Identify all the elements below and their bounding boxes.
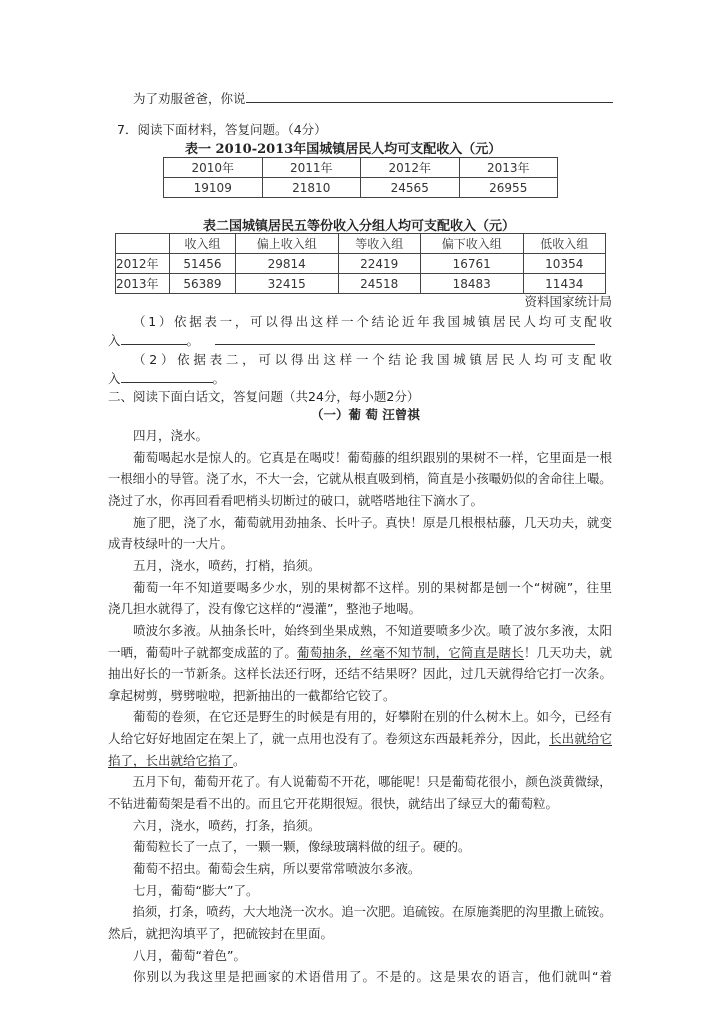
passage-line xyxy=(108,687,612,705)
passage-line xyxy=(108,427,612,445)
passage-text: ！几天功夫，就 xyxy=(523,644,612,660)
passage-text: 葡萄粒长了一点了，一颗一颗，像绿玻璃料做的纽子。硬的。 xyxy=(133,839,471,855)
table-cell: 26955 xyxy=(459,178,558,198)
passage-line xyxy=(108,882,612,900)
underlined-text: 掐了，长出就给它掐了 xyxy=(108,752,234,768)
question-7-heading: 7．阅读下面材料，答复问题。（4分） xyxy=(117,122,327,137)
passage-text: 不钻进葡萄架是看不出的。而且它开花期很短。很快，就结出了绿豆大的葡萄粒。 xyxy=(108,796,559,812)
passage-text: 浇几担水就得了，没有像它这样的“漫灌”，整池子地喝。 xyxy=(108,601,421,617)
sub-question-1: （1）依据表一，可以得出这样一个结论近年我国城镇居民人均可支配收 xyxy=(133,314,612,329)
table-cell: 29814 xyxy=(235,254,338,274)
table1-title: 表一 2010-2013年国城镇居民人均可支配收入（元） xyxy=(185,142,502,157)
passage-line xyxy=(108,730,612,748)
passage-line xyxy=(108,968,612,986)
table-cell: 偏下收入组 xyxy=(420,234,523,254)
passage-text: 人给它好好地固定在架上了，就一点用也没有了。卷须这东西最耗养分，因此， xyxy=(108,731,550,747)
table-header-row xyxy=(116,234,606,254)
sub-question-1-answer xyxy=(108,331,612,349)
passage-line xyxy=(108,665,612,683)
passage-text: 葡萄一年不知道要喝多少水，别的果树都不这样。别的果树都是刨一个“树碗”，往里 xyxy=(133,579,612,595)
table-cell: 2010年 xyxy=(164,158,263,178)
table-cell: 11434 xyxy=(523,274,605,294)
table-cell xyxy=(116,234,170,254)
table-cell: 收入组 xyxy=(170,234,236,254)
answer-blank[interactable] xyxy=(215,331,595,345)
table-cell: 2013年 xyxy=(459,158,558,178)
passage-line xyxy=(108,535,612,553)
table-cell: 低收入组 xyxy=(523,234,605,254)
table-cell: 偏上收入组 xyxy=(235,234,338,254)
passage-line xyxy=(108,795,612,813)
passage-text: 五月，浇水，喷药，打梢，掐须。 xyxy=(133,557,321,573)
question-6-prompt: 为了劝服爸爸，你说 xyxy=(133,91,246,106)
data-source: 资料国家统计局 xyxy=(524,294,612,309)
section-2-heading: 二、阅读下面白话文，答复问题（共24分，每小题2分） xyxy=(108,389,420,404)
table-cell: 22419 xyxy=(338,254,420,274)
passage-line xyxy=(108,557,612,575)
passage-text: 七月，葡萄“膨大”了。 xyxy=(133,882,259,898)
passage-text: 葡萄的卷须，在它还是野生的时候是有用的，好攀附在别的什么树木上。如今，已经有 xyxy=(133,709,612,725)
period: 。 xyxy=(212,371,226,386)
passage-text: 八月，葡萄“着色”。 xyxy=(133,947,246,963)
passage-line xyxy=(108,622,612,640)
table-cell: 18483 xyxy=(420,274,523,294)
sub-question-2-answer xyxy=(108,369,225,387)
table-cell: 等收入组 xyxy=(338,234,420,254)
answer-blank[interactable] xyxy=(246,89,613,103)
passage-line xyxy=(108,752,612,770)
underlined-text: 长出就给它 xyxy=(549,731,612,747)
underlined-text: 葡萄抽条，丝毫不知节制，它简直是瞎长 xyxy=(297,644,524,660)
passage-line xyxy=(108,903,612,921)
table-cell: 2012年 xyxy=(361,158,460,178)
table2 xyxy=(115,233,606,294)
answer-blank[interactable] xyxy=(121,369,213,383)
passage-text: 你别以为我这里是把画家的术语借用了。不是的。这是果农的语言，他们就叫“着 xyxy=(133,969,612,985)
passage-line xyxy=(108,644,612,662)
passage-line xyxy=(108,470,612,488)
table-cell: 32415 xyxy=(235,274,338,294)
passage-title: （一）葡 萄 汪曾祺 xyxy=(311,407,420,422)
passage-line xyxy=(108,600,612,618)
table-cell: 2013年 xyxy=(116,274,170,294)
question-6-answer-line xyxy=(133,89,613,107)
passage-line xyxy=(108,925,612,943)
passage-line xyxy=(108,579,612,597)
passage-text: 。 xyxy=(233,752,246,768)
table-cell: 16761 xyxy=(420,254,523,274)
passage-text: 葡萄不招虫。葡萄会生病，所以要常常喷波尔多液。 xyxy=(133,861,421,876)
passage-line xyxy=(108,838,612,856)
passage-text: 五月下旬，葡萄开花了。有人说葡萄不开花，哪能呢！只是葡萄花很小，颜色淡黄微绿， xyxy=(132,774,612,790)
passage-text: 拿起树剪，劈劈啦啦，把新抽出的一截都给它铰了。 xyxy=(108,687,396,703)
passage-text: 掐须，打条，喷药，大大地浇一次水。追一次肥。追硫铵。在原施粪肥的沟里撒上硫铵。 xyxy=(132,904,612,920)
passage-line xyxy=(108,492,612,510)
table-row xyxy=(116,254,606,274)
passage-text: 一根细小的导管。浇了水，不大一会，它就从根直吸到梢，简直是小孩嘬奶似的舍命往上嘬。 xyxy=(108,471,612,487)
table-row xyxy=(164,158,558,178)
passage-text: 成青枝绿叶的一大片。 xyxy=(108,536,234,552)
sub-question-2-text: 入 xyxy=(108,371,121,386)
table-cell: 24518 xyxy=(338,274,420,294)
passage-text: 施了肥，浇了水，葡萄就用劲抽条、长叶子。真快！原是几根根枯藤，几天功夫，就变 xyxy=(133,514,612,530)
table-cell: 2012年 xyxy=(116,254,170,274)
table-cell: 2011年 xyxy=(262,158,361,178)
passage-text: 抽出好长的一节新条。这样长法还行呀，还结不结果呀？因此，过几天就得给它打一次条。 xyxy=(108,666,612,682)
answer-blank[interactable] xyxy=(121,331,187,345)
passage-line xyxy=(108,817,612,835)
table-cell: 51456 xyxy=(170,254,236,274)
table-cell: 56389 xyxy=(170,274,236,294)
passage-line xyxy=(108,860,612,878)
sub-question-1-text: 入 xyxy=(108,333,121,348)
table-cell: 10354 xyxy=(523,254,605,274)
passage-text: 六月，浇水，喷药，打条，掐须。 xyxy=(133,817,321,833)
passage-text: 一晒，葡萄叶子就都变成蓝的了。 xyxy=(108,644,298,660)
passage-line xyxy=(108,708,612,726)
table-row xyxy=(116,274,606,294)
table-cell: 19109 xyxy=(164,178,263,198)
table1 xyxy=(163,157,558,198)
passage-line xyxy=(108,773,612,791)
passage-text: 四月，浇水。 xyxy=(133,428,209,443)
table-row xyxy=(164,178,558,198)
table-cell: 21810 xyxy=(262,178,361,198)
sub-question-2: （2）依据表二，可以得出这样一个结论我国城镇居民人均可支配收 xyxy=(133,352,612,367)
passage-text: 然后，就把沟填平了，把硫铵封在里面。 xyxy=(108,925,334,941)
passage-line xyxy=(108,449,612,467)
passage-text: 浇过了水，你再回看看吧梢头切断过的破口，就嗒嗒地往下滴水了。 xyxy=(108,492,484,508)
passage-text: 葡萄喝起水是惊人的。它真是在喝哎！葡萄藤的组织跟别的果树不一样，它里面是一根 xyxy=(133,449,612,465)
period: 。 xyxy=(186,333,200,348)
passage-text: 喷波尔多液。从抽条长叶，始终到坐果成熟，不知道要喷多少次。喷了波尔多液，太阳 xyxy=(133,622,612,638)
passage-line xyxy=(108,947,612,965)
table-cell: 24565 xyxy=(361,178,460,198)
table2-title: 表二国城镇居民五等份收入分组人均可支配收入（元） xyxy=(203,219,516,234)
passage-line xyxy=(108,514,612,532)
